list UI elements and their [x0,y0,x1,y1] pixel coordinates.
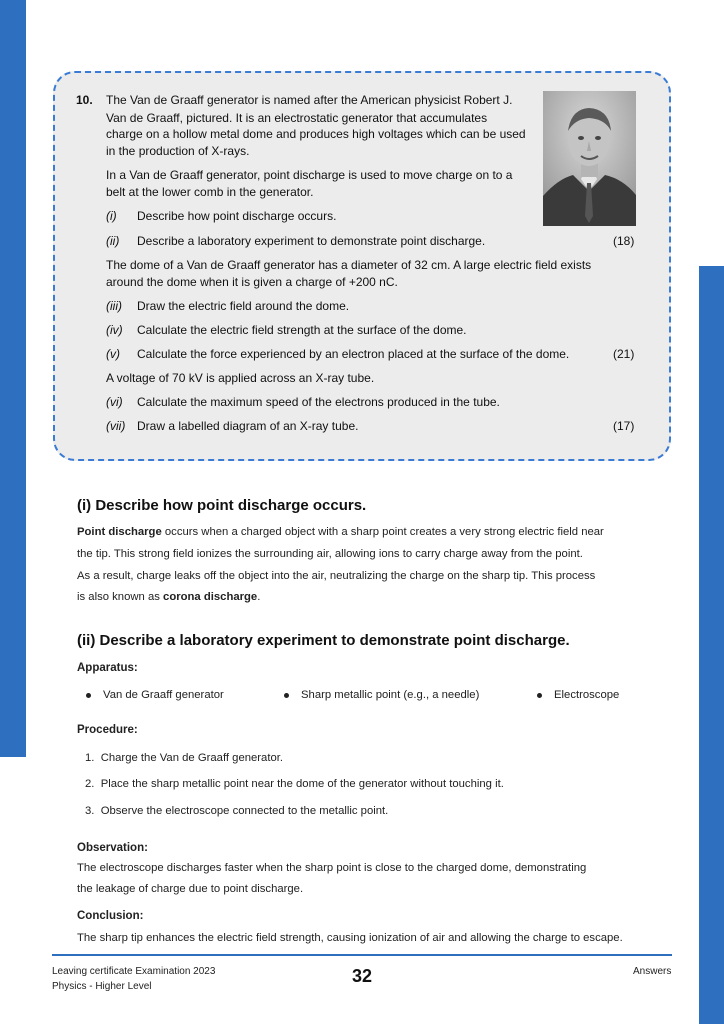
part-iii-text: Draw the electric field around the dome. [137,299,350,313]
part-ii-text: Describe a laboratory experiment to demonstrate point discharge. [137,234,486,248]
page-number: 32 [352,966,373,986]
answer1-line-3: As a result, charge leaks off the object into the air, neutralizing the charge on the sharp tip. This process [77,570,596,582]
para2-line-1: In a Van de Graaff generator, point discharge is used to move charge on to a [106,168,513,182]
procedure-label: Procedure: [77,724,138,736]
para4: A voltage of 70 kV is applied across an X-ray tube. [106,371,375,385]
footer-section: Answers [633,966,672,977]
part-iv-text: Calculate the electric field strength at the surface of the dome. [137,323,467,337]
apparatus-item-1: Van de Graaff generator [86,689,224,701]
procedure-step-2: 2. Place the sharp metallic point near the dome of the generator without touching it. [85,778,504,790]
question-number: 10. [76,93,93,107]
answer1-line-1: Point discharge occurs when a charged object with a sharp point creates a very strong electric field near [77,526,604,538]
intro-line-3: charge on a hollow metal dome and produces high voltages which can be used [106,127,526,141]
answer2-heading: (ii) Describe a laboratory experiment to demonstrate point discharge. [77,632,570,649]
answer1-line-2: the tip. This strong field ionizes the surrounding air, allowing ions to carry charge away from the point. [77,548,583,560]
intro-line-1: The Van de Graaff generator is named after the American physicist Robert J. [106,93,513,107]
para2-line-2: belt at the lower comb in the generator. [106,185,314,199]
footer-exam-title: Leaving certificate Examination 2023 [52,966,216,977]
part-vii-text: Draw a labelled diagram of an X-ray tube. [137,419,359,433]
part-iii-label: (iii) [106,299,122,313]
para3-line-1: The dome of a Van de Graaff generator has a diameter of 32 cm. A large electric field exists [106,258,592,272]
part-i-text: Describe how point discharge occurs. [137,209,337,223]
marks-a: (18) [613,234,635,248]
conclusion-label: Conclusion: [77,910,144,922]
part-iv-label: (iv) [106,323,123,337]
left-accent-bar [0,0,26,757]
intro-line-4: in the production of X-rays. [106,144,250,158]
footer-subject: Physics - Higher Level [52,981,152,992]
answer1-heading: (i) Describe how point discharge occurs. [77,497,367,514]
part-vii-label: (vii) [106,419,126,433]
apparatus-item-2: Sharp metallic point (e.g., a needle) [284,689,479,701]
right-accent-bar [699,266,724,1024]
part-i-label: (i) [106,209,117,223]
portrait-photo [543,91,636,226]
part-vi-text: Calculate the maximum speed of the electrons produced in the tube. [137,395,500,409]
apparatus-item-3: Electroscope [537,689,619,701]
marks-b: (21) [613,347,635,361]
conclusion-text: The sharp tip enhances the electric field strength, causing ionization of air and allowing the charge to escape. [77,932,623,944]
procedure-step-1: 1. Charge the Van de Graaff generator. [85,752,284,764]
part-ii-label: (ii) [106,234,120,248]
para3-line-2: around the dome when it is given a charge of +200 nC. [106,275,398,289]
part-v-text: Calculate the force experienced by an electron placed at the surface of the dome. [137,347,570,361]
part-vi-label: (vi) [106,395,123,409]
marks-c: (17) [613,419,635,433]
observation-line-1: The electroscope discharges faster when the sharp point is close to the charged dome, demonstrating [77,862,587,874]
apparatus-label: Apparatus: [77,662,138,674]
observation-line-2: the leakage of charge due to point discharge. [77,883,304,895]
part-v-label: (v) [106,347,120,361]
procedure-step-3: 3. Observe the electroscope connected to the metallic point. [85,805,389,817]
observation-label: Observation: [77,842,148,854]
answer1-line-4: is also known as corona discharge. [77,591,261,603]
intro-line-2: Van de Graaff, pictured. It is an electrostatic generator that accumulates [106,111,488,125]
footer-divider [52,954,672,956]
